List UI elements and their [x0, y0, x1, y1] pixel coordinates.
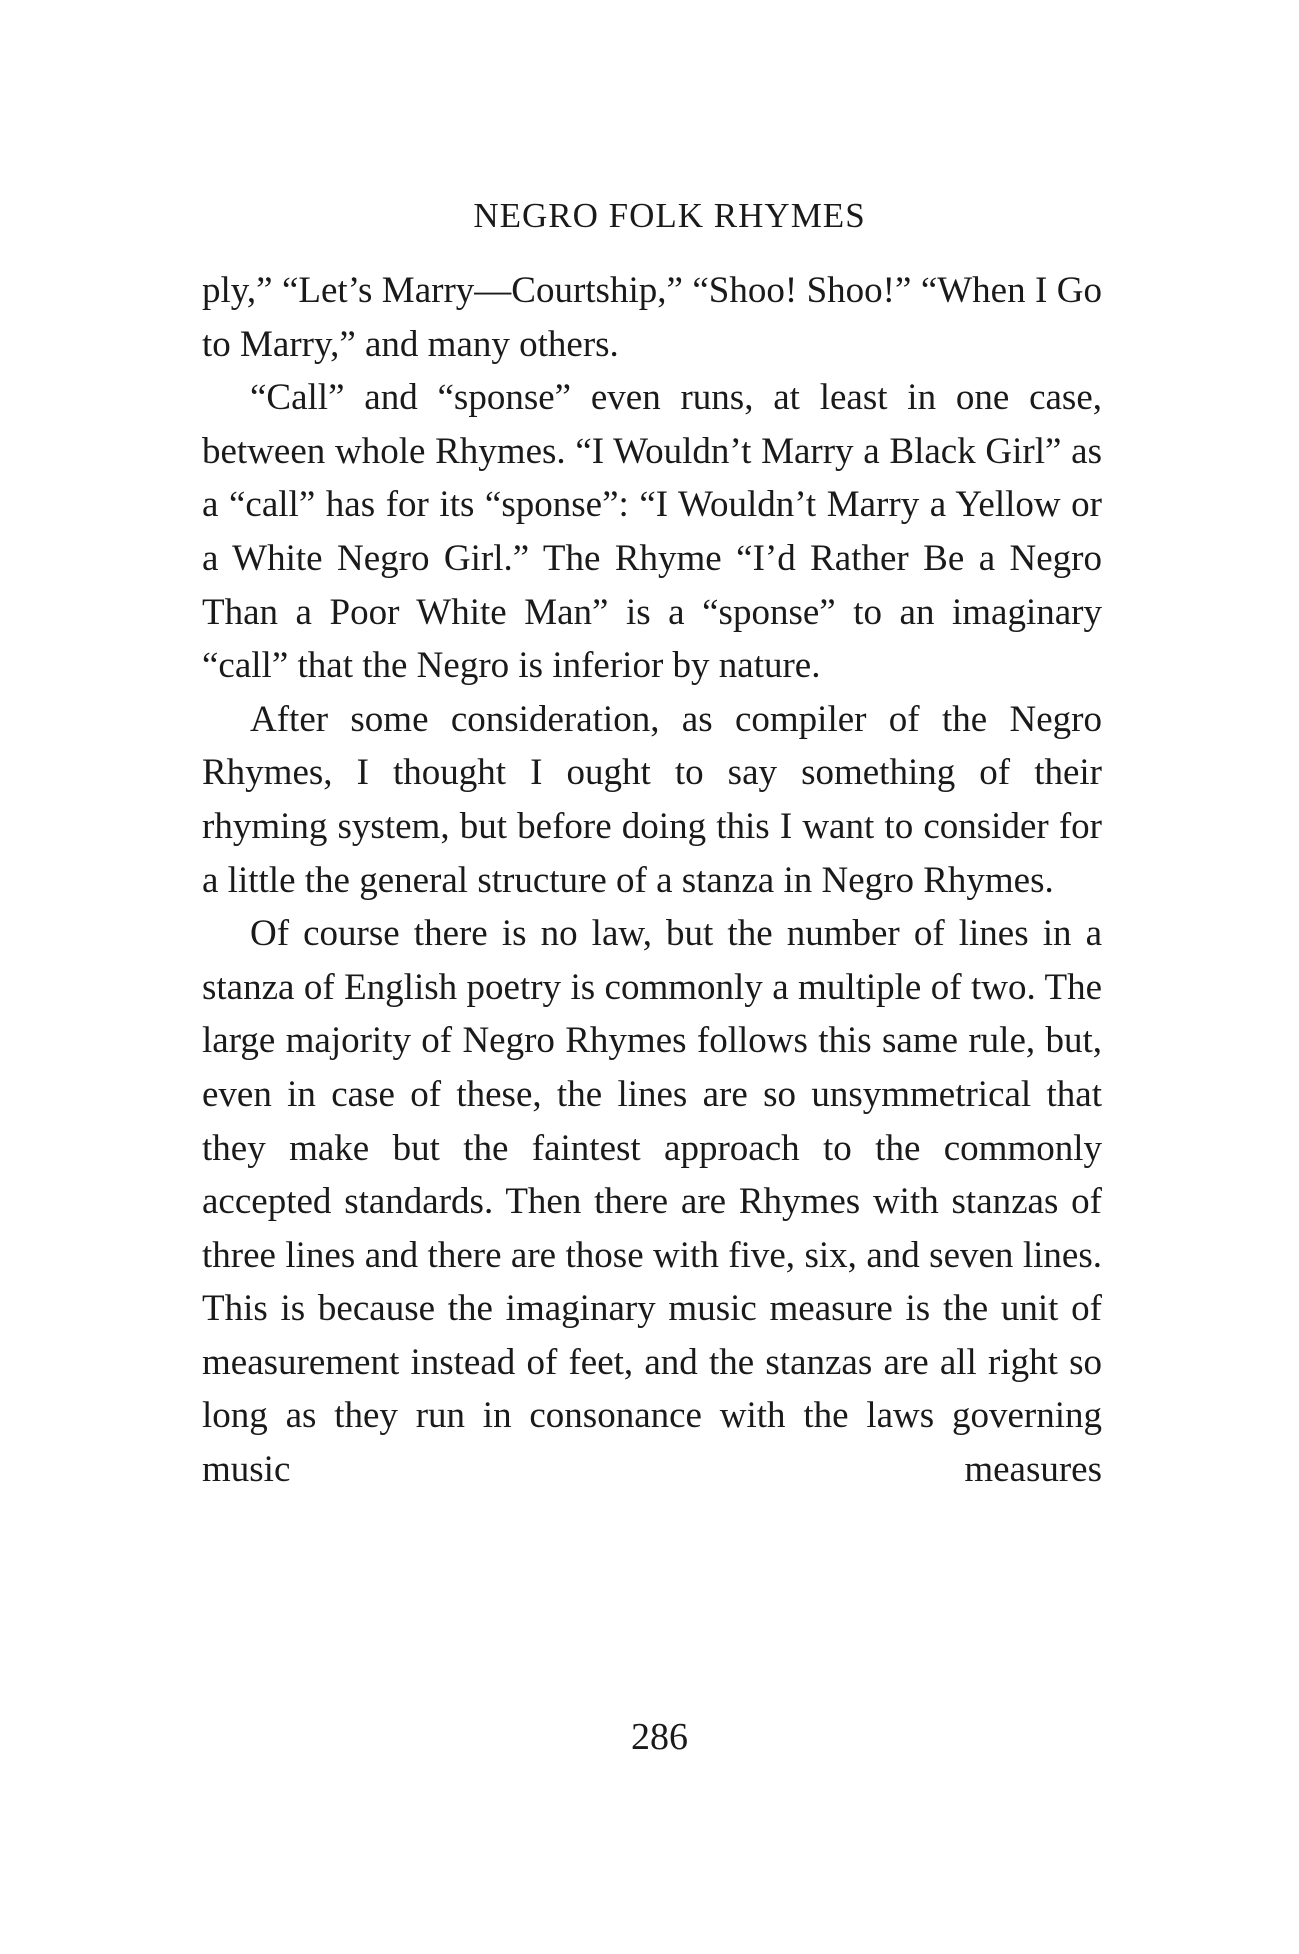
paragraph-4: Of course there is no law, but the number of lines in a stanza of English poetry is commonly a multiple of two. The large majority of Negro Rhymes follows this same rule, but, even in case of these, the lines are so unsymmetrical that they make but the faintest approach to the commonly accepted standards. Then there are Rhymes with stanzas of three lines and there are those with five, six, and seven lines. This is because the imaginary music measure is the unit of measurement instead of feet, and the stanzas are all right so long as they run in consonance with the laws governing music measures	[202, 913, 1102, 1491]
running-head: NEGRO FOLK RHYMES	[473, 196, 866, 235]
paragraph-2: “Call” and “sponse” even runs, at least in one case, between whole Rhymes. “I Wouldn’t Marry a Black Girl” as a “call” has for its “sponse”: “I Wouldn’t Marry a Yellow or a White Negro Girl.” The Rhyme “I’d Rather Be a Negro Than a Poor White Man” is a “sponse” to an imaginary “call” that the Negro is inferior by nature.	[202, 377, 1102, 687]
body-text	[202, 264, 1102, 1497]
paragraph-3: After some consideration, as compiler of the Negro Rhymes, I thought I ought to say something of their rhyming system, but before doing this I want to consider for a little the general structure of a stanza in Negro Rhymes.	[202, 698, 1102, 901]
paragraph-1: ply,” “Let’s Marry—Courtship,” “Shoo! Shoo!” “When I Go to Marry,” and many others.	[202, 270, 1102, 365]
page-number: 286	[631, 1716, 688, 1758]
